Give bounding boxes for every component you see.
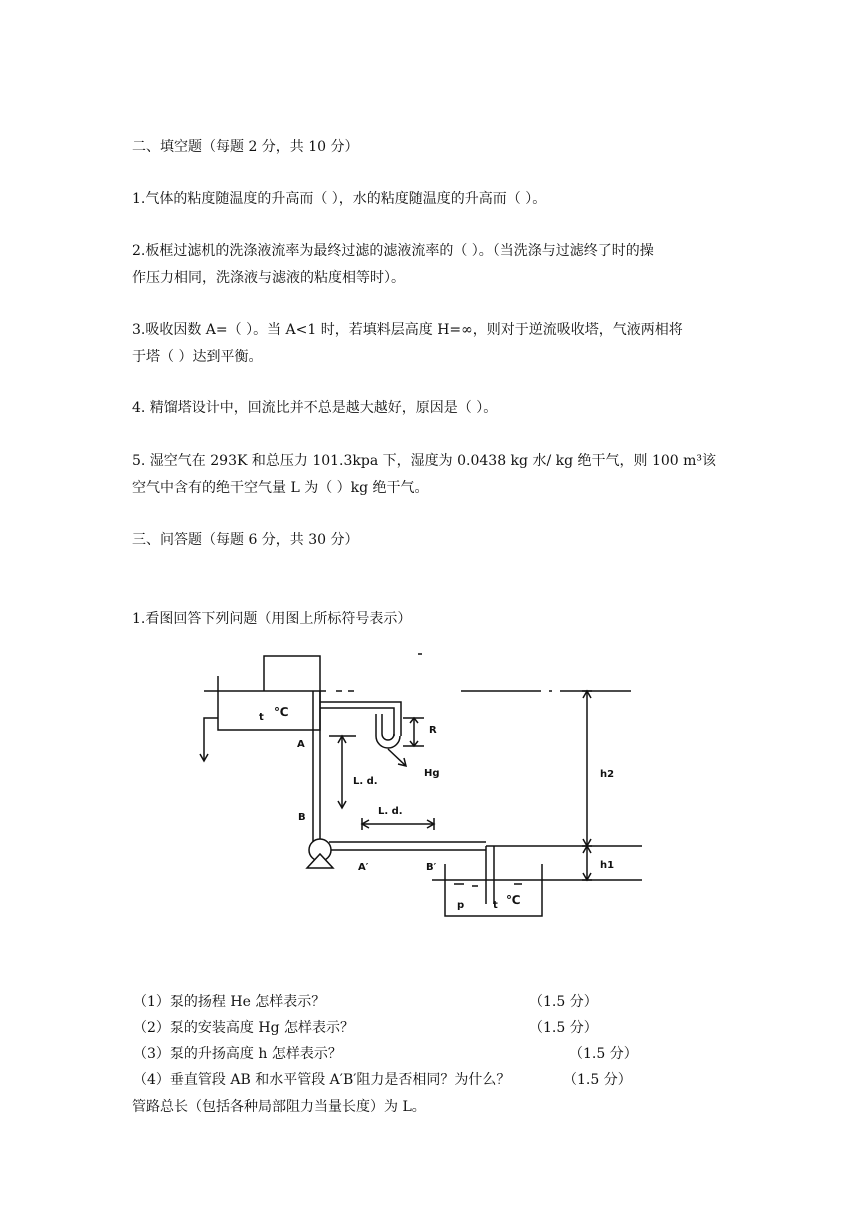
sub-question-3: （3）泵的升扬高度 h 怎样表示？ bbox=[133, 1046, 342, 1062]
label-h2: h2 bbox=[600, 769, 615, 780]
arrow-hg bbox=[388, 749, 406, 766]
upper-pipe bbox=[264, 656, 320, 842]
label-B-prime: B′ bbox=[426, 862, 437, 873]
question-2-4: 4. 精馏塔设计中，回流比并不总是越大越好，原因是（ ）。 bbox=[132, 400, 498, 416]
question-2-2-line1: 2.板框过滤机的洗涤液流率为最终过滤的滤液流率的（ ）。（当洗涤与过滤终了时的操 bbox=[132, 243, 654, 259]
upper-tank bbox=[218, 676, 320, 730]
question-2-3-line2: 于塔（ ）达到平衡。 bbox=[132, 349, 263, 365]
question-2-1: 1.气体的粘度随温度的升高而（ ），水的粘度随温度的升高而（ ）。 bbox=[132, 191, 547, 207]
pump-system-diagram bbox=[196, 646, 646, 946]
manometer-tube bbox=[320, 702, 401, 736]
label-t-upper: t bbox=[259, 712, 264, 723]
sub-question-4-points: （1.5 分） bbox=[563, 1072, 632, 1088]
label-R: R bbox=[429, 725, 437, 736]
label-A: A bbox=[297, 739, 305, 750]
question-3-1-intro: 1.看图回答下列问题（用图上所标符号表示） bbox=[132, 611, 412, 627]
label-A-prime: A′ bbox=[358, 862, 369, 873]
label-B: B bbox=[298, 812, 306, 823]
label-ld-horizontal: L. d. bbox=[378, 806, 403, 817]
label-ld-vertical: L. d. bbox=[353, 776, 378, 787]
pipe-length-note: 管路总长（包括各种局部阻力当量长度）为 L。 bbox=[132, 1099, 426, 1115]
label-deg-upper: ℃ bbox=[274, 705, 289, 719]
label-t-lower: t bbox=[493, 900, 498, 911]
question-2-5-line1: 5. 湿空气在 293K 和总压力 101.3kpa 下，湿度为 0.0438 kg 水/ kg 绝干气，则 100 m³该 bbox=[132, 453, 717, 469]
label-deg-lower: ℃ bbox=[506, 893, 521, 907]
section3-heading: 三、问答题（每题 6 分，共 30 分） bbox=[132, 532, 359, 548]
label-p: p bbox=[457, 900, 465, 911]
label-Hg: Hg bbox=[424, 768, 440, 779]
sub-question-4: （4）垂直管段 AB 和水平管段 A′B′阻力是否相同？为什么？ bbox=[133, 1072, 511, 1088]
sub-question-1-points: （1.5 分） bbox=[529, 994, 598, 1010]
question-2-2-line2: 作压力相同，洗涤液与滤液的粘度相等时）。 bbox=[132, 270, 405, 286]
sub-question-1: （1）泵的扬程 He 怎样表示？ bbox=[133, 994, 326, 1010]
label-h1: h1 bbox=[600, 860, 615, 871]
sub-question-2: （2）泵的安装高度 Hg 怎样表示？ bbox=[133, 1020, 354, 1036]
question-2-5-line2: 空气中含有的绝干空气量 L 为（ ）kg 绝干气。 bbox=[132, 480, 429, 496]
outflow-pipe bbox=[204, 718, 218, 761]
sub-question-3-points: （1.5 分） bbox=[569, 1046, 638, 1062]
question-2-3-line1: 3.吸收因数 A=（ ）。当 A<1 时，若填料层高度 H=∞，则对于逆流吸收塔，气液两相将 bbox=[132, 322, 683, 338]
sub-question-2-points: （1.5 分） bbox=[529, 1020, 598, 1036]
section2-heading: 二、填空题（每题 2 分，共 10 分） bbox=[132, 139, 359, 155]
